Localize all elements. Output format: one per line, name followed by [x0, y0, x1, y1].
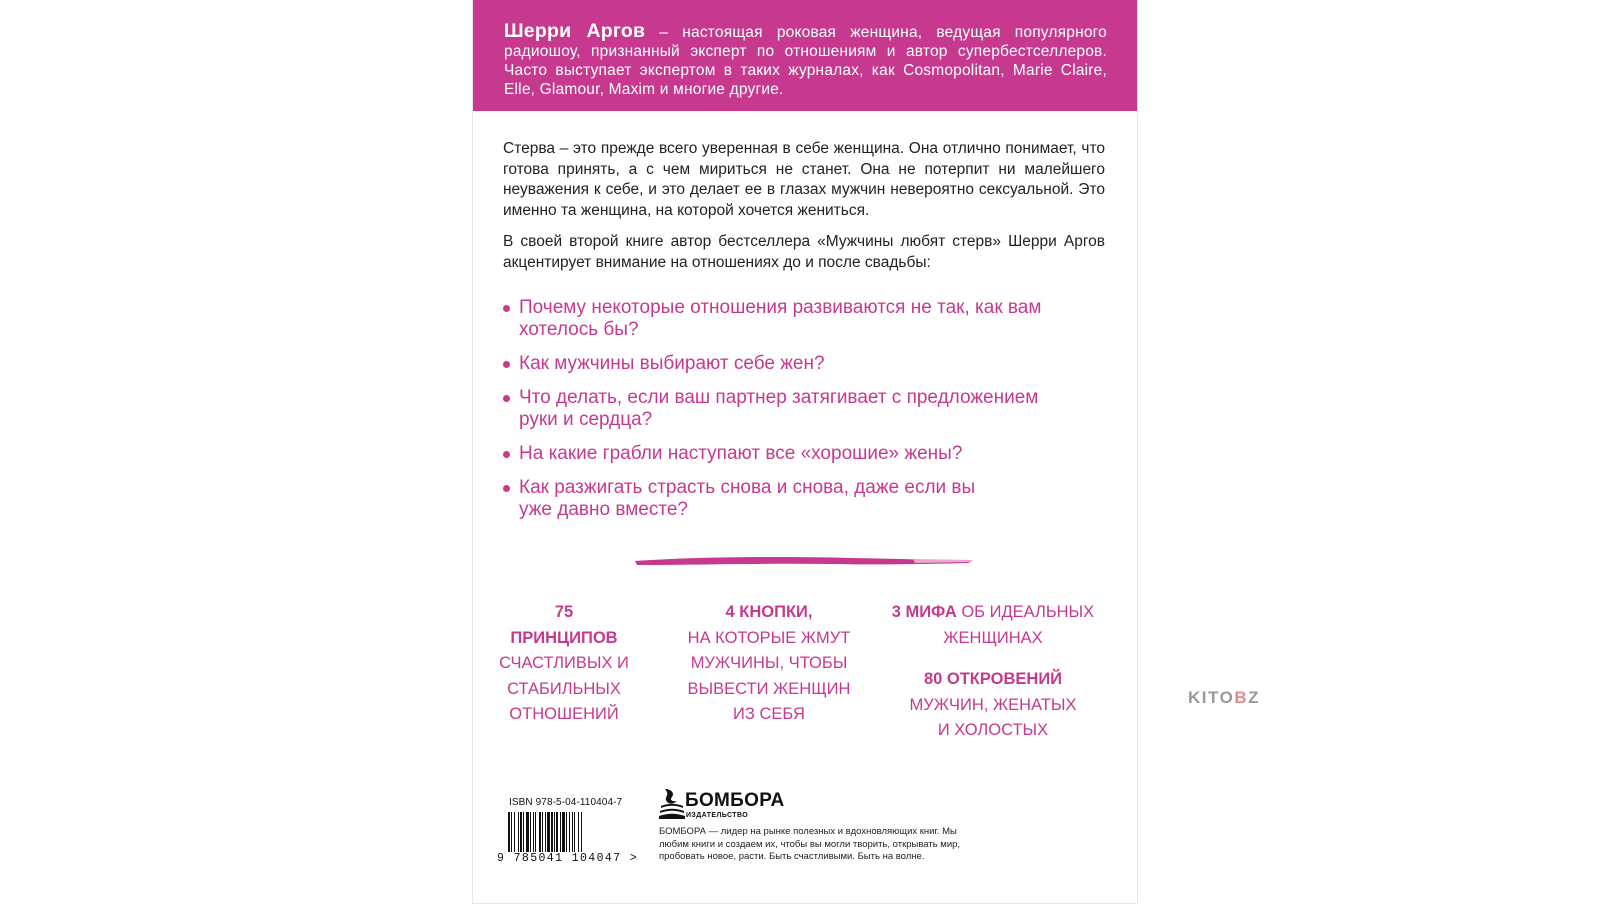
- question-text: Как мужчины выбирают себе жен?: [519, 353, 825, 374]
- watermark-part-2: B: [1234, 688, 1249, 707]
- question-text: Почему некоторые отношения развиваются не так, как вам хотелось бы?: [519, 297, 1042, 340]
- watermark-part-3: Z: [1248, 688, 1260, 707]
- bullet-icon: [503, 361, 510, 368]
- fact-myths-number: 3 МИФА: [891, 603, 957, 621]
- fact-principles-text: СЧАСТЛИВЫХ И СТАБИЛЬНЫХ ОТНОШЕНИЙ: [499, 654, 629, 723]
- bullet-icon: [503, 395, 510, 402]
- isbn-label: ISBN 978-5-04-110404-7: [509, 797, 623, 808]
- publisher-name: БОМБОРА: [685, 790, 785, 811]
- author-bio-banner: [473, 0, 1137, 111]
- fact-myths: [883, 600, 1103, 651]
- author-bio-text: – настоящая роковая женщина, ведущая популярного радиошоу, признанный эксперт по отношениям и автор супербестселлеров. Часто выступает экспертом в таких журналах, как Cosmopolitan, Marie Claire, Elle, Glamour, Maxim и многие другие.: [504, 24, 1107, 98]
- bullet-icon: [503, 485, 510, 492]
- fact-buttons-number: 4 КНОПКИ,: [725, 603, 813, 621]
- description-paragraph-1: Стерва – это прежде всего уверенная в себе женщина. Она отлично понимает, что готова принять, а с чем мириться не станет. Она не потерпит ни малейшего неуважения к себе, и это делает ее в глазах мужчин невероятно сексуальной. Это именно та женщина, на которой хочется жениться.: [503, 140, 1105, 219]
- question-item: [503, 387, 1059, 431]
- fact-buttons-text: НА КОТОРЫЕ ЖМУТ МУЖЧИНЫ, ЧТОБЫ ВЫВЕСТИ ЖЕНЩИН ИЗ СЕБЯ: [687, 628, 851, 723]
- fact-principles: [499, 600, 629, 728]
- fact-principles-number: 75 ПРИНЦИПОВ: [510, 603, 618, 647]
- bombora-wave-logo-icon: [659, 787, 685, 821]
- question-item: [503, 353, 1063, 375]
- fact-buttons: [685, 600, 853, 728]
- bullet-icon: [503, 451, 510, 458]
- fact-revelations-text: МУЖЧИН, ЖЕНАТЫХ И ХОЛОСТЫХ: [909, 695, 1077, 739]
- question-text: Что делать, если ваш партнер затягивает с предложением руки и сердца?: [519, 387, 1039, 430]
- fact-myths-text: ОБ ИДЕАЛЬНЫХ ЖЕНЩИНАХ: [943, 603, 1095, 647]
- publisher-description: БОМБОРА — лидер на рынке полезных и вдохновляющих книг. Мы любим книги и создаем их, чтобы вы могли творить, открывать мир, пробовать новое, расти. Быть счастливыми. Быть на волне.: [659, 826, 961, 862]
- brush-stroke-icon: [633, 553, 973, 569]
- question-item: [503, 297, 1063, 341]
- fact-revelations: [903, 667, 1083, 744]
- publisher-subtitle: ИЗДАТЕЛЬСТВО: [686, 812, 749, 819]
- watermark-logo: [1188, 688, 1260, 708]
- isbn-digits: 9 785041 104047 >: [497, 852, 639, 865]
- author-name: Шерри Аргов: [504, 20, 646, 42]
- question-text: На какие грабли наступают все «хорошие» жены?: [519, 443, 963, 464]
- barcode-icon: [506, 812, 636, 856]
- book-back-cover: [472, 0, 1138, 904]
- questions-list: [503, 297, 1063, 521]
- question-text: Как разжигать страсть снова и снова, даже если вы уже давно вместе?: [519, 477, 976, 520]
- watermark-part-1: KITO: [1188, 688, 1235, 707]
- question-item: [503, 477, 999, 521]
- description-paragraph-2: В своей второй книге автор бестселлера «Мужчины любят стерв» Шерри Аргов акцентирует внимание на отношениях до и после свадьбы:: [503, 233, 1105, 271]
- bullet-icon: [503, 305, 510, 312]
- question-item: [503, 443, 1063, 465]
- fact-revelations-number: 80 ОТКРОВЕНИЙ: [923, 670, 1063, 688]
